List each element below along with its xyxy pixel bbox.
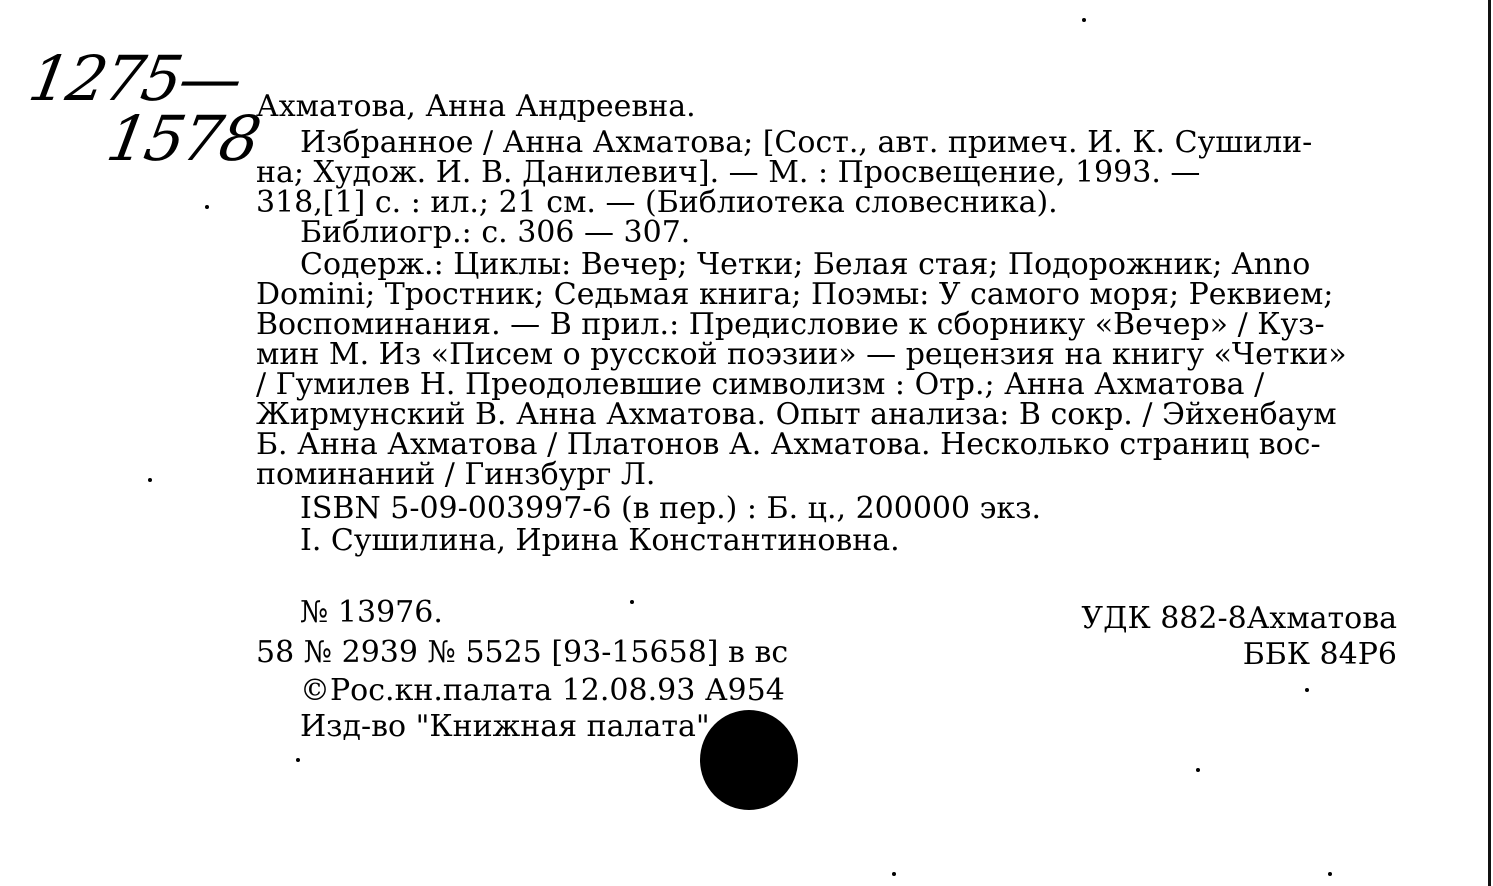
ink-speck: [1082, 18, 1086, 22]
isbn-line: ISBN 5-09-003997-6 (в пер.) : Б. ц., 200000 экз.: [300, 491, 1042, 526]
contents-line: Б. Анна Ахматова / Платонов А. Ахматова. Несколько страниц вос-: [256, 427, 1321, 462]
title-line: 318,[1] с. : ил.; 21 см. — (Библиотека словесника).: [256, 185, 1058, 220]
publisher-line: Изд-во "Книжная палата": [300, 709, 710, 744]
contents-line: Domini; Тростник; Седьмая книга; Поэмы: У самого моря; Реквием;: [256, 277, 1334, 312]
ink-speck: [205, 205, 209, 209]
handwritten-number-bottom: 1578: [101, 102, 265, 175]
contents-line: Воспоминания. — В прил.: Предисловие к сборнику «Вечер» / Куз-: [256, 307, 1325, 342]
contents-line: мин М. Из «Писем о русской поэзии» — рецензия на книгу «Четки»: [256, 337, 1347, 372]
added-entry: I. Сушилина, Ирина Константиновна.: [300, 523, 900, 558]
author-heading: Ахматова, Анна Андреевна.: [256, 89, 696, 124]
bibliography-note: Библиогр.: с. 306 — 307.: [300, 215, 691, 250]
udk-code: УДК 882-8Ахматова: [1081, 601, 1397, 636]
ink-speck: [1196, 768, 1200, 772]
control-numbers: 58 № 2939 № 5525 [93-15658] в вс: [256, 635, 789, 670]
ink-speck: [296, 758, 300, 762]
contents-line: поминаний / Гинзбург Л.: [256, 457, 656, 492]
contents-line: Содерж.: Циклы: Вечер; Четки; Белая стая; Подорожник; Anno: [300, 247, 1311, 282]
title-line: на; Худож. И. В. Данилевич]. — М. : Просвещение, 1993. —: [256, 155, 1201, 190]
contents-line: Жирмунский В. Анна Ахматова. Опыт анализа: В сокр. / Эйхенбаум: [256, 397, 1337, 432]
ink-speck: [1328, 872, 1332, 876]
book-chamber-stamp: ©Рос.кн.палата 12.08.93 А954: [300, 673, 785, 708]
bbk-code: ББК 84Р6: [1242, 637, 1397, 672]
record-number: № 13976.: [300, 595, 443, 630]
handwritten-number-top: 1275—: [23, 42, 247, 115]
contents-line: / Гумилев Н. Преодолевшие символизм : Отр.; Анна Ахматова /: [256, 367, 1265, 402]
ink-speck: [892, 872, 896, 876]
punch-hole: [700, 710, 798, 810]
ink-speck: [148, 478, 152, 482]
card-border: [1488, 0, 1491, 886]
title-line: Избранное / Анна Ахматова; [Сост., авт. примеч. И. К. Сушили-: [300, 125, 1313, 160]
ink-speck: [1305, 688, 1309, 692]
ink-speck: [630, 600, 634, 604]
